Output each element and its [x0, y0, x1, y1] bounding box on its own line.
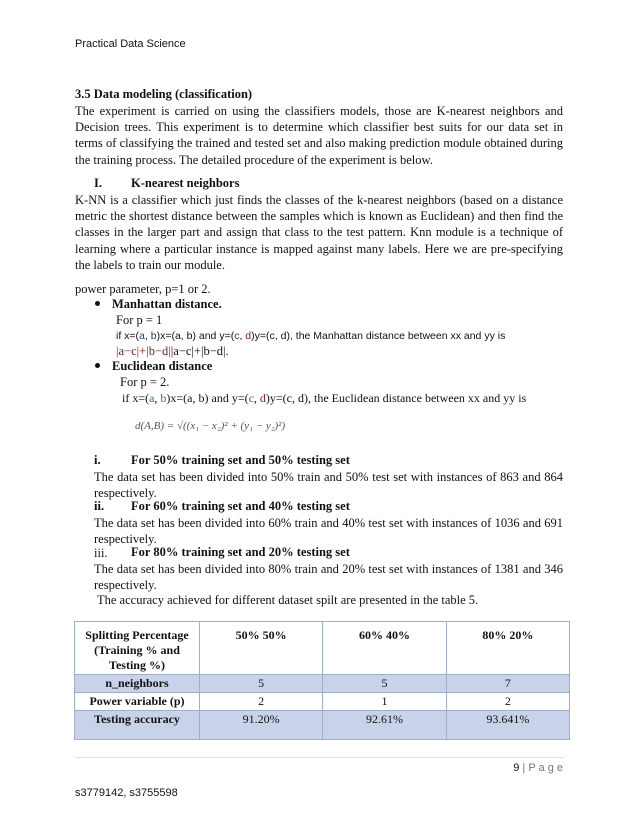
- manhattan-for-p: For p = 1: [116, 313, 163, 327]
- var-d: d: [245, 330, 252, 342]
- table-cell: 92.61%: [323, 711, 446, 740]
- split-60-text: The data set has been divided into 60% train and 40% test set with instances of 1036 and 691 respectively.: [94, 516, 563, 547]
- text-fragment: )y=(c, d), the Manhattan distance between xx and yy is: [251, 330, 506, 342]
- euclidean-for-p: For p = 2.: [120, 375, 170, 389]
- text-fragment: ,: [144, 330, 151, 342]
- split-80-numeral: iii.: [94, 546, 108, 560]
- text-fragment: )x=(a, b) and y=(: [166, 391, 249, 405]
- table-header-cell: 80% 20%: [446, 622, 569, 675]
- table-header-cell: 60% 40%: [323, 622, 446, 675]
- var-a: a: [139, 330, 145, 342]
- bullet-dot: [95, 363, 100, 368]
- manhattan-title: Manhattan distance.: [112, 297, 222, 311]
- knn-paragraph: K-NN is a classifier which just finds the classes of the k-nearest neighbors (based on a distance metric the shortest distance between the samples which is known as Euclidean) and then find the classes in the larger part and assign that class to the test pattern. Knn module is a technique of learning where a particular instance is mapped against many labels. Here we are pre-specifying the labels to train our module.: [75, 193, 563, 272]
- table-row: [75, 675, 570, 693]
- text-fragment: ,: [253, 391, 260, 405]
- table-cell: 91.20%: [200, 711, 323, 740]
- section-paragraph: The experiment is carried on using the classifiers models, those are K-nearest neighbors and Decision trees. This experiment is to determine which classifier best suits for our data set in terms of classifying the trained and tested set and also making prediction module obtained during the training process. The detailed procedure of the experiment is below.: [75, 104, 563, 167]
- split-50-text: The data set has been divided into 50% train and 50% test set with instances of 863 and 864 respectively.: [94, 470, 563, 501]
- table-row: [75, 693, 570, 711]
- split-80-text: The data set has been divided into 80% train and 20% test set with instances of 1381 and 346 respectively.: [94, 562, 563, 593]
- var-d: d: [259, 391, 266, 405]
- split-50-numeral: i.: [94, 453, 101, 467]
- table-cell: 5: [323, 675, 446, 693]
- table-cell: 2: [200, 693, 323, 711]
- bullet-dot: [95, 301, 100, 306]
- table-header-cell: Splitting Percentage (Training % and Testing %): [75, 622, 200, 675]
- split-60-numeral: ii.: [94, 499, 105, 513]
- formula-colored: |a−c|+|b−d|: [116, 344, 171, 358]
- text-fragment: ,: [239, 330, 246, 342]
- text-fragment: )y=(c, d), the Euclidean distance between xx and yy is: [265, 391, 527, 405]
- table-row-label: Testing accuracy: [75, 711, 200, 740]
- knn-heading: K-nearest neighbors: [131, 176, 240, 190]
- manhattan-formula: [116, 343, 229, 359]
- euclidean-title: Euclidean distance: [112, 359, 213, 373]
- var-a: a: [149, 391, 155, 405]
- accuracy-table: [74, 621, 570, 740]
- text-fragment: )x=(a, b) and y=(: [156, 330, 235, 342]
- power-parameter: power parameter, p=1 or 2.: [75, 282, 211, 296]
- table-row-label: Power variable (p): [75, 693, 200, 711]
- table-row: [75, 711, 570, 740]
- table-header-cell: 50% 50%: [200, 622, 323, 675]
- table-cell: 2: [446, 693, 569, 711]
- euclidean-definition: [122, 390, 526, 406]
- table-cell: 93.641%: [446, 711, 569, 740]
- var-c: c: [234, 330, 240, 342]
- euclidean-formula: d(A,B) = √((x₁ − x₂)² + (y₁ − y₂)²): [135, 420, 286, 432]
- text-fragment: if x=(: [122, 391, 150, 405]
- split-80-heading: For 80% training set and 20% testing set: [131, 545, 350, 559]
- knn-numeral: I.: [94, 176, 102, 190]
- page-label: | P a g e: [522, 762, 563, 774]
- text-fragment: ,: [154, 391, 161, 405]
- var-b: b: [150, 330, 157, 342]
- student-ids: s3779142, s3755598: [75, 787, 178, 799]
- manhattan-definition: [116, 328, 505, 344]
- footer-divider: [75, 757, 563, 758]
- split-60-heading: For 60% training set and 40% testing set: [131, 499, 350, 513]
- var-b: b: [160, 391, 167, 405]
- document-header: Practical Data Science: [75, 38, 186, 50]
- euclidean-bullet: [95, 359, 212, 374]
- manhattan-bullet: [95, 297, 222, 312]
- table-cell: 1: [323, 693, 446, 711]
- text-fragment: if x=(: [116, 330, 140, 342]
- section-heading: 3.5 Data modeling (classification): [75, 87, 253, 101]
- table-cell: 5: [200, 675, 323, 693]
- formula-plain: |a−c|+|b−d|.: [170, 344, 229, 358]
- split-50-heading: For 50% training set and 50% testing set: [131, 453, 350, 467]
- var-c: c: [248, 391, 254, 405]
- table-cell: 7: [446, 675, 569, 693]
- table-row-label: n_neighbors: [75, 675, 200, 693]
- accuracy-note: The accuracy achieved for different dataset spilt are presented in the table 5.: [97, 593, 479, 607]
- page-number: [513, 762, 563, 774]
- table-header-row: [75, 622, 570, 675]
- page-number-value: 9: [513, 762, 520, 774]
